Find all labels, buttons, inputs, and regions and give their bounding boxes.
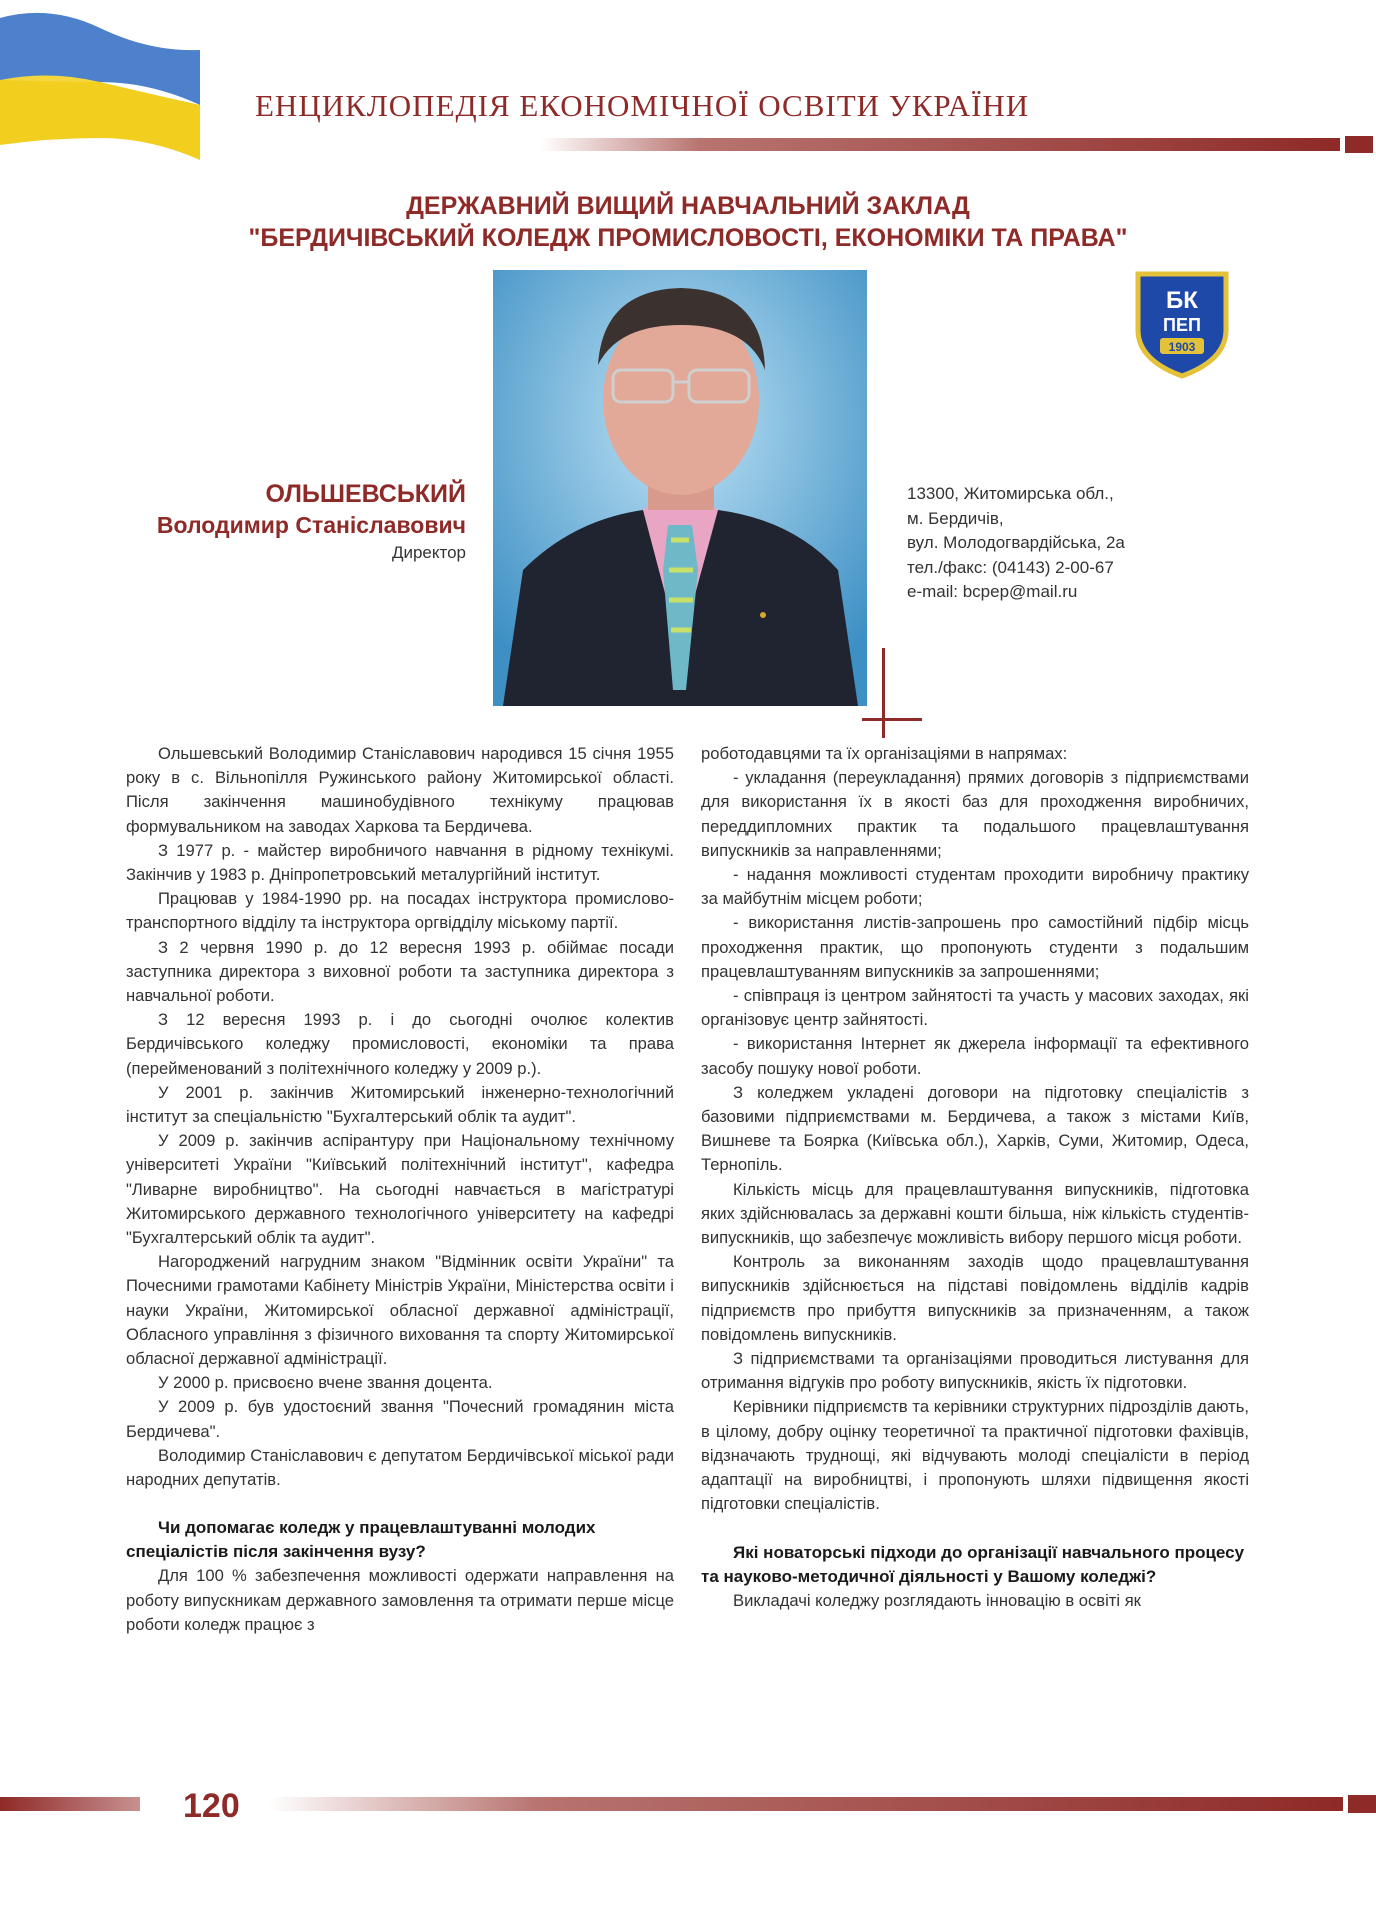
institution-title-line1: ДЕРЖАВНИЙ ВИЩИЙ НАВЧАЛЬНИЙ ЗАКЛАД [406, 192, 970, 220]
bio-paragraph: Володимир Станіславович є депутатом Бердичівської міської ради народних депутатів. [126, 1445, 674, 1490]
answer-paragraph: - співпраця із центром зайнятості та участь у масових заходах, які організовує центр зайнятості. [701, 986, 1249, 1030]
logo-line2: ПЕП [1163, 315, 1201, 335]
contact-city-line: м. Бердичів, [907, 508, 1004, 528]
person-given-names: Володимир Станіславович [156, 512, 466, 538]
left-text-column [126, 742, 674, 1637]
logo-year: 1903 [1168, 340, 1196, 354]
bio-paragraph: Працював у 1984-1990 рр. на посадах інструктора промислово-транспортного відділу та інструктора оргвідділу міському партії. [126, 889, 674, 933]
header-rule-end [1345, 136, 1373, 153]
logo-line1: БК [1166, 287, 1198, 314]
bio-paragraph: У 2001 р. закінчив Житомирський інженерно-технологічний інститут за спеціальністю "Бухгалтерський облік та аудит". [126, 1082, 674, 1127]
contact-phone-line: тел./факс: (04143) 2-00-67 [907, 557, 1114, 577]
page-number: 120 [183, 1787, 240, 1825]
decorative-line-horizontal [862, 718, 922, 721]
answer-paragraph: Керівники підприємств та керівники структурних підрозділів дають, в цілому, добру оцінку теоретичної та практичної підготовки фахівців, відзначають труднощі, які відчувають молоді спеціалісти в період адаптації на виробництві, і пропонують шляхи підвищення якості підготовки спеціалістів. [701, 1397, 1249, 1514]
interview-question-1: Чи допомагає коледж у працевлаштуванні молодих спеціалістів після закінчення вузу? [126, 1518, 596, 1562]
footer-rule-left [0, 1797, 140, 1811]
answer-paragraph: - використання листів-запрошень про самостійний підбір місць проходження практик, що пропонують студенти з подальшим працевлаштуванням випускників за запрошеннями; [701, 913, 1249, 981]
bio-paragraph: У 2009 р. закінчив аспірантуру при Національному технічному університеті України "Київський політехнічний інститут", кафедра "Ливарне виробництво". На сьогодні навчається в магістратурі Житомирського державного технологічного університету на кафедрі "Бухгалтерський облік та аудит". [126, 1131, 674, 1248]
answer-paragraph: - укладання (переукладання) прямих договорів з підприємствами для використання їх в якості баз для проходження виробничих, переддипломних практик та подальшого працевлаштування випускників за направленнями; [701, 768, 1249, 860]
answer-paragraph: Для 100 % забезпечення можливості одержати направлення на роботу випускникам державного замовлення та отримати перше місце роботи коледж працює з [126, 1566, 674, 1634]
director-portrait [493, 270, 867, 706]
ukrainian-flag-icon [0, 10, 200, 175]
answer-paragraph: - надання можливості студентам проходити виробничу практику за майбутнім місцем роботи; [701, 865, 1249, 909]
answer-paragraph: Контроль за виконанням заходів щодо працевлаштування випускників здійснюється на підставі повідомлень відділів кадрів підприємств про прибуття випускників за призначенням, а також повідомлень випускників. [701, 1252, 1249, 1344]
footer-rule-end [1348, 1795, 1376, 1813]
encyclopedia-title: ЕНЦИКЛОПЕДІЯ ЕКОНОМІЧНОЇ ОСВІТИ УКРАЇНИ [255, 88, 1030, 123]
bio-paragraph: З 1977 р. - майстер виробничого навчання в рідному технікумі. Закінчив у 1983 р. Дніпропетровський металургійний інститут. [126, 840, 674, 885]
answer-paragraph: Кількість місць для працевлаштування випускників, підготовка яких здійснювалась за державні кошти більша, ніж кількість студентів-випускників, що забезпечує можливість вибору першого місця роботи. [701, 1179, 1249, 1248]
bio-paragraph: Нагороджений нагрудним знаком "Відмінник освіти України" та Почесними грамотами Кабінету Міністрів України, Міністерства освіти і науки України, Житомирської обласної державної адміністрації, Обласного управління з фізичного виховання та спорту Житомирської обласної державної адміністрації. [126, 1252, 674, 1369]
footer-rule-right [268, 1797, 1343, 1811]
bio-paragraph: Ольшевський Володимир Станіславович народився 15 січня 1955 року в с. Вільнопілля Ружинського району Житомирської області. Після закінчення машинобудівного технікуму працював формувальником на заводах Харкова та Бердичева. [126, 744, 674, 836]
person-name-block [157, 478, 466, 566]
contact-email-line: e-mail: bcpep@mail.ru [907, 582, 1078, 601]
answer-paragraph: роботодавцями та їх організаціями в напрямах: [701, 744, 1068, 763]
person-surname: ОЛЬШЕВСЬКИЙ [265, 480, 466, 508]
answer-paragraph: Викладачі коледжу розглядають інновацію в освіті як [733, 1590, 1141, 1610]
interview-question-2: Які новаторські підходи до організації навчального процесу та науково-методичної діяльності у Вашому коледжі? [701, 1542, 1245, 1586]
bio-paragraph: У 2000 р. присвоєно вчене звання доцента. [158, 1373, 493, 1393]
answer-paragraph: З коледжем укладені договори на підготовку спеціалістів з базовими підприємствами м. Бердичева, а також з містами Київ, Вишневе та Боярка (Київська обл.), Харків, Суми, Житомир, Одеса, Тернопіль. [701, 1082, 1249, 1175]
answer-paragraph: З підприємствами та організаціями проводиться листування для отримання відгуків про роботу випускників, якість їх підготовки. [701, 1349, 1249, 1393]
decorative-line-vertical [882, 648, 885, 738]
contact-address-line: 13300, Житомирська обл., [907, 484, 1114, 503]
person-position: Директор [391, 543, 466, 562]
answer-paragraph: - використання Інтернет як джерела інформації та ефективного засобу пошуку нової роботи. [701, 1034, 1249, 1078]
bio-paragraph: З 2 червня 1990 р. до 12 вересня 1993 р. обіймає посади заступника директора з виховної роботи та заступника директора з навчальної роботи. [126, 937, 674, 1006]
contact-street-line: вул. Молодогвардійська, 2а [907, 533, 1125, 552]
bio-paragraph: У 2009 р. був удостоєний звання "Почесний громадянин міста Бердичева". [126, 1397, 674, 1441]
institution-title-line2: "БЕРДИЧІВСЬКИЙ КОЛЕДЖ ПРОМИСЛОВОСТІ, ЕКОНОМІКИ ТА ПРАВА" [248, 224, 1128, 252]
bio-paragraph: З 12 вересня 1993 р. і до сьогодні очолює колектив Бердичівського коледжу промисловості, економіки та права (перейменований з політехнічного коледжу у 2009 р.). [126, 1010, 674, 1078]
college-logo [1132, 268, 1232, 380]
header-rule [540, 138, 1340, 151]
right-text-column [701, 742, 1249, 1613]
contact-block [907, 482, 1125, 605]
